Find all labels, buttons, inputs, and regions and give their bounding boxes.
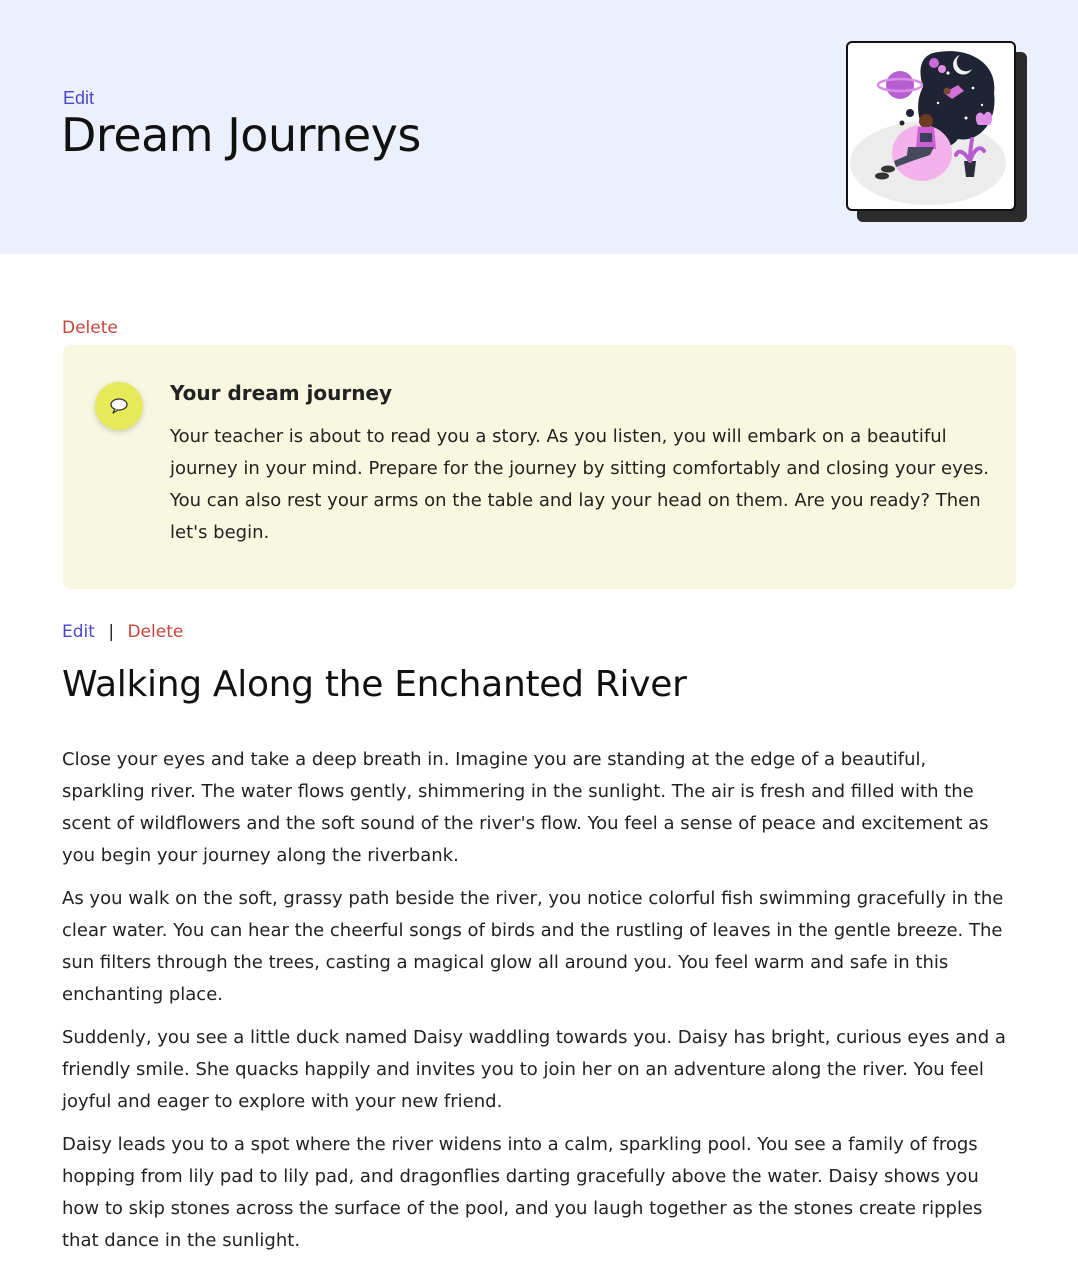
delete-intro-button[interactable]: Delete	[62, 318, 118, 338]
story-body	[62, 744, 1012, 1268]
story-paragraph: Suddenly, you see a little duck named Daisy waddling towards you. Daisy has bright, curious eyes and a friendly smile. She quacks happily and invites you to join her on an adventure along the river. You feel joyful and eager to explore with your new friend.	[62, 1027, 1006, 1112]
edit-title-button[interactable]: Edit	[63, 88, 95, 108]
story-paragraph: Daisy leads you to a spot where the river widens into a calm, sparkling pool. You see a family of frogs hopping from lily pad to lily pad, and dragonflies darting gracefully above the water. Daisy shows you how to skip stones across the surface of the pool, and you laugh together as the stones create ripples that dance in the sunlight.	[62, 1134, 983, 1251]
page-header	[0, 0, 1078, 254]
intro-title: Your dream journey	[170, 381, 393, 405]
dreaming-girl-illustration	[848, 43, 1014, 209]
intro-callout	[63, 345, 1016, 589]
hero-illustration	[846, 41, 1016, 211]
action-separator: |	[108, 622, 115, 642]
story-paragraph: Close your eyes and take a deep breath in. Imagine you are standing at the edge of a beautiful, sparkling river. The water flows gently, shimmering in the sunlight. The air is fresh and filled with the scent of wildflowers and the soft sound of the river's flow. You feel a sense of peace and excitement as you begin your journey along the riverbank.	[62, 749, 989, 866]
edit-story-button[interactable]: Edit	[62, 622, 95, 642]
speech-bubble-icon	[95, 382, 143, 430]
story-paragraph: As you walk on the soft, grassy path beside the river, you notice colorful fish swimming gracefully in the clear water. You can hear the cheerful songs of birds and the rustling of leaves in the gentle breeze. The sun filters through the trees, casting a magical glow all around you. You feel warm and safe in this enchanting place.	[62, 888, 1004, 1005]
delete-story-button[interactable]: Delete	[127, 622, 184, 642]
page-title: Dream Journeys	[61, 108, 421, 162]
story-actions	[62, 622, 183, 642]
story-title: Walking Along the Enchanted River	[62, 664, 687, 705]
intro-text: Your teacher is about to read you a story. As you listen, you will embark on a beautiful journey in your mind. Prepare for the journey by sitting comfortably and closing your eyes. You can also rest your arms on the table and lay your head on them. Are you ready? Then let's begin.	[170, 426, 989, 543]
